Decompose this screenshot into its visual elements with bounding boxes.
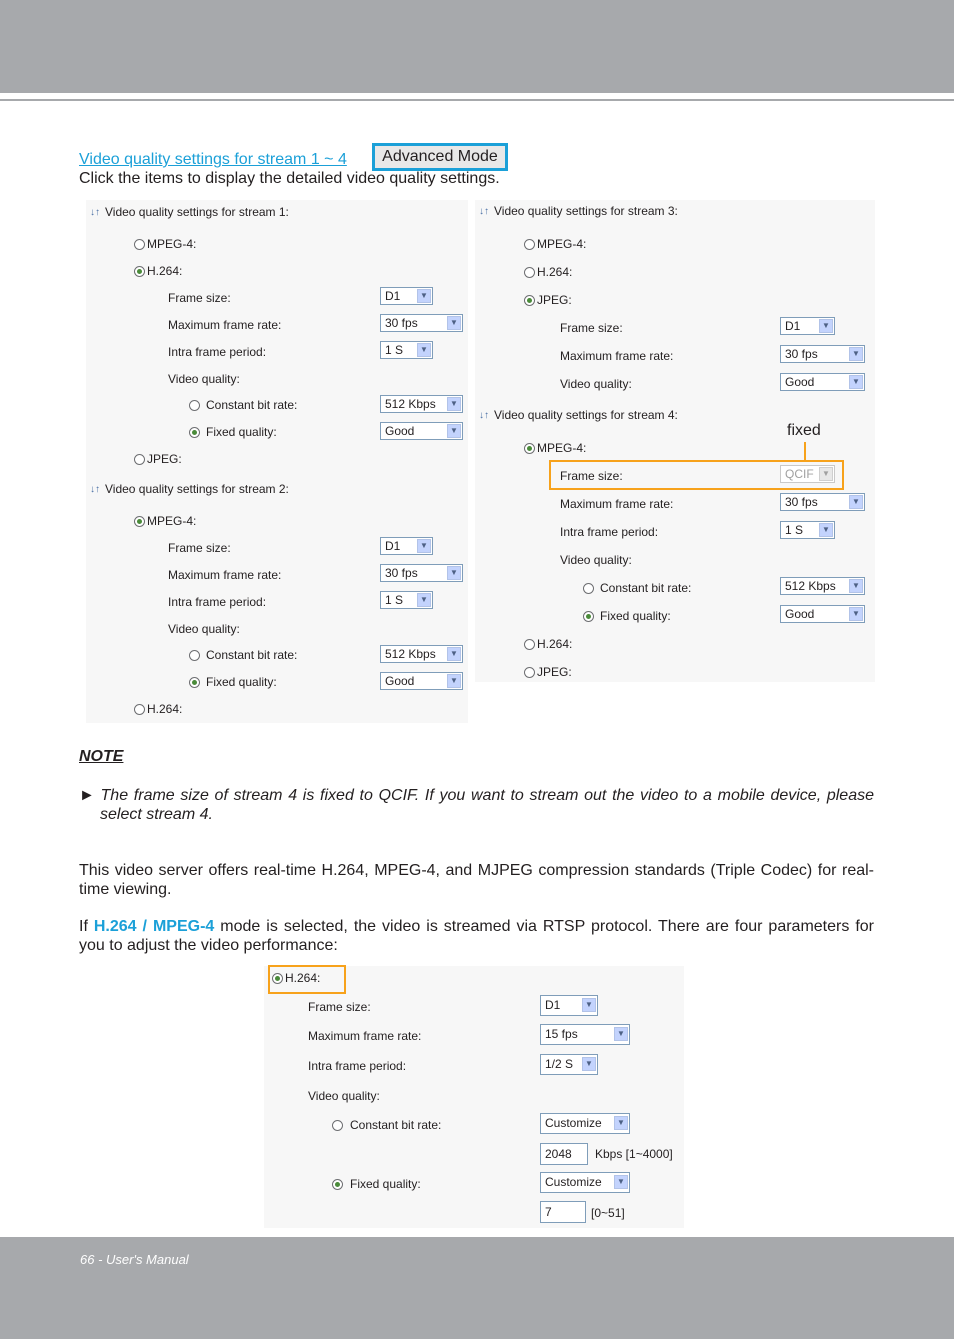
frame-size-label: Frame size:	[308, 1000, 371, 1014]
stream-4-fixed-quality-option[interactable]: Fixed quality:	[583, 609, 671, 623]
chevron-down-icon[interactable]: ▼	[582, 998, 596, 1012]
collapse-chevron-icon: ↓↑	[479, 409, 489, 421]
chevron-down-icon[interactable]: ▼	[582, 1057, 596, 1071]
stream-4-h264-option[interactable]: H.264:	[524, 637, 572, 651]
stream-1-frame-size-select[interactable]: D1 ▼	[380, 287, 433, 305]
detail-cbr-option[interactable]: Constant bit rate:	[332, 1118, 441, 1132]
stream-1-cbr-option[interactable]: Constant bit rate:	[189, 398, 297, 412]
max-frame-rate-label: Maximum frame rate:	[560, 349, 674, 363]
header-divider	[0, 99, 954, 101]
stream-1-quality-select[interactable]: Good ▼	[380, 422, 463, 440]
detail-frame-rate-select[interactable]: 15 fps ▼	[540, 1024, 630, 1045]
radio-icon[interactable]	[134, 239, 145, 250]
chevron-down-icon[interactable]: ▼	[447, 424, 461, 438]
stream-2-fixed-quality-option[interactable]: Fixed quality:	[189, 675, 277, 689]
radio-selected-icon[interactable]	[189, 677, 200, 688]
codec-paragraph: This video server offers real-time H.264, MPEG-4, and MJPEG compression standards (Triple Codec) for real-time viewing.	[79, 862, 874, 898]
stream-4-cbr-option[interactable]: Constant bit rate:	[583, 581, 691, 595]
chevron-down-icon[interactable]: ▼	[849, 347, 863, 361]
chevron-down-icon[interactable]: ▼	[614, 1175, 628, 1189]
radio-selected-icon[interactable]	[134, 516, 145, 527]
stream-2-frame-size-select[interactable]: D1 ▼	[380, 537, 433, 555]
stream-4-cbr-select[interactable]: 512 Kbps ▼	[780, 577, 865, 595]
video-quality-label: Video quality:	[308, 1089, 380, 1103]
stream-1-cbr-select[interactable]: 512 Kbps ▼	[380, 395, 463, 413]
advanced-mode-button[interactable]: Advanced Mode	[372, 143, 508, 171]
stream-4-quality-select[interactable]: Good ▼	[780, 605, 865, 623]
radio-icon[interactable]	[134, 454, 145, 465]
radio-icon[interactable]	[524, 267, 535, 278]
stream-4-jpeg-option[interactable]: JPEG:	[524, 665, 572, 679]
chevron-down-icon[interactable]: ▼	[447, 316, 461, 330]
radio-icon[interactable]	[332, 1120, 343, 1131]
fixed-annotation: fixed	[787, 422, 821, 439]
stream-2-intra-period-select[interactable]: 1 S ▼	[380, 591, 433, 609]
chevron-down-icon[interactable]: ▼	[447, 566, 461, 580]
stream-4-frame-rate-select[interactable]: 30 fps ▼	[780, 493, 865, 511]
chevron-down-icon[interactable]: ▼	[614, 1116, 628, 1130]
chevron-down-icon[interactable]: ▼	[447, 647, 461, 661]
bitrate-input[interactable]: 2048	[540, 1143, 588, 1165]
video-quality-label: Video quality:	[560, 377, 632, 391]
chevron-down-icon[interactable]: ▼	[849, 375, 863, 389]
stream-2-cbr-select[interactable]: 512 Kbps ▼	[380, 645, 463, 663]
stream-3-h264-option[interactable]: H.264:	[524, 265, 572, 279]
max-frame-rate-label: Maximum frame rate:	[168, 568, 282, 582]
intra-frame-period-label: Intra frame period:	[168, 595, 267, 609]
intra-frame-period-label: Intra frame period:	[560, 525, 659, 539]
page-footer: 66 - User's Manual	[80, 1252, 189, 1267]
stream-2-mpeg4-option[interactable]: MPEG-4:	[134, 514, 196, 528]
chevron-down-icon[interactable]: ▼	[819, 319, 833, 333]
radio-selected-icon[interactable]	[524, 295, 535, 306]
chevron-down-icon[interactable]: ▼	[614, 1027, 628, 1041]
frame-size-label: Frame size:	[168, 541, 231, 555]
detail-intra-period-select[interactable]: 1/2 S ▼	[540, 1054, 598, 1075]
stream-3-jpeg-option[interactable]: JPEG:	[524, 293, 572, 307]
intro-text: Click the items to display the detailed video quality settings.	[79, 170, 500, 187]
chevron-down-icon[interactable]: ▼	[849, 607, 863, 621]
stream-1-jpeg-option[interactable]: JPEG:	[134, 452, 182, 466]
radio-icon[interactable]	[583, 583, 594, 594]
stream-2-frame-rate-select[interactable]: 30 fps ▼	[380, 564, 463, 582]
radio-icon[interactable]	[189, 650, 200, 661]
chevron-down-icon[interactable]: ▼	[417, 343, 431, 357]
max-frame-rate-label: Maximum frame rate:	[560, 497, 674, 511]
radio-selected-icon[interactable]	[134, 266, 145, 277]
frame-size-label: Frame size:	[560, 469, 623, 483]
radio-selected-icon[interactable]	[524, 443, 535, 454]
note-title: NOTE	[79, 748, 124, 765]
radio-icon[interactable]	[524, 639, 535, 650]
stream-2-quality-select[interactable]: Good ▼	[380, 672, 463, 690]
stream-4-mpeg4-option[interactable]: MPEG-4:	[524, 441, 586, 455]
stream-4-frame-size-select: QCIF ▼	[780, 465, 835, 483]
frame-size-label: Frame size:	[560, 321, 623, 335]
detail-fixed-quality-option[interactable]: Fixed quality:	[332, 1177, 421, 1191]
chevron-down-icon[interactable]: ▼	[417, 539, 431, 553]
video-quality-label: Video quality:	[168, 622, 240, 636]
video-quality-label: Video quality:	[168, 372, 240, 386]
stream-3-frame-rate-select[interactable]: 30 fps ▼	[780, 345, 865, 363]
note-body: ► The frame size of stream 4 is fixed to QCIF. If you want to stream out the video to a mobile device, please select stream 4.	[79, 787, 874, 823]
stream-1-fixed-quality-option[interactable]: Fixed quality:	[189, 425, 277, 439]
radio-selected-icon[interactable]	[189, 427, 200, 438]
detail-quality-select[interactable]: Customize ▼	[540, 1172, 630, 1193]
stream-1-frame-rate-select[interactable]: 30 fps ▼	[380, 314, 463, 332]
stream-3-mpeg4-option[interactable]: MPEG-4:	[524, 237, 586, 251]
quality-range-hint: [0~51]	[591, 1206, 625, 1220]
radio-selected-icon[interactable]	[583, 611, 594, 622]
quality-input[interactable]: 7	[540, 1201, 586, 1223]
chevron-down-icon[interactable]: ▼	[819, 523, 833, 537]
radio-icon[interactable]	[189, 400, 200, 411]
stream-2-header[interactable]: ↓↑ Video quality settings for stream 2:	[90, 482, 289, 496]
stream-1-intra-period-select[interactable]: 1 S ▼	[380, 341, 433, 359]
radio-icon[interactable]	[524, 239, 535, 250]
bitrate-range-hint: Kbps [1~4000]	[595, 1147, 673, 1161]
stream-4-intra-period-select[interactable]: 1 S ▼	[780, 521, 835, 539]
frame-size-label: Frame size:	[168, 291, 231, 305]
stream-1-h264-option[interactable]: H.264:	[134, 264, 182, 278]
annotation-leader-line	[804, 442, 806, 462]
intra-frame-period-label: Intra frame period:	[308, 1059, 407, 1073]
rtsp-paragraph: If H.264 / MPEG-4 mode is selected, the video is streamed via RTSP protocol. There are four parameters for you to adjust the video performance:	[79, 918, 875, 954]
collapse-chevron-icon: ↓↑	[479, 205, 489, 217]
collapse-chevron-icon: ↓↑	[90, 206, 100, 218]
radio-icon[interactable]	[524, 667, 535, 678]
stream-1-header[interactable]: ↓↑ Video quality settings for stream 1:	[90, 205, 289, 219]
radio-selected-icon[interactable]	[272, 973, 283, 984]
chevron-down-icon[interactable]: ▼	[849, 495, 863, 509]
chevron-down-icon[interactable]: ▼	[417, 289, 431, 303]
stream-4-header[interactable]: ↓↑ Video quality settings for stream 4:	[479, 408, 678, 422]
intra-frame-period-label: Intra frame period:	[168, 345, 267, 359]
radio-icon[interactable]	[134, 704, 145, 715]
chevron-down-icon[interactable]: ▼	[417, 593, 431, 607]
stream-1-mpeg4-option[interactable]: MPEG-4:	[134, 237, 196, 251]
h264-mpeg4-highlight: H.264 / MPEG-4	[93, 918, 215, 935]
stream-3-header[interactable]: ↓↑ Video quality settings for stream 3:	[479, 204, 678, 218]
chevron-down-icon[interactable]: ▼	[447, 397, 461, 411]
chevron-down-icon[interactable]: ▼	[849, 579, 863, 593]
collapse-chevron-icon: ↓↑	[90, 483, 100, 495]
chevron-down-icon: ▼	[819, 467, 833, 481]
detail-cbr-select[interactable]: Customize ▼	[540, 1113, 630, 1134]
stream-3-frame-size-select[interactable]: D1 ▼	[780, 317, 835, 335]
stream-2-cbr-option[interactable]: Constant bit rate:	[189, 648, 297, 662]
chevron-down-icon[interactable]: ▼	[447, 674, 461, 688]
max-frame-rate-label: Maximum frame rate:	[168, 318, 282, 332]
video-quality-label: Video quality:	[560, 553, 632, 567]
max-frame-rate-label: Maximum frame rate:	[308, 1029, 422, 1043]
detail-frame-size-select[interactable]: D1 ▼	[540, 995, 598, 1016]
radio-selected-icon[interactable]	[332, 1179, 343, 1190]
stream-2-h264-option[interactable]: H.264:	[134, 702, 182, 716]
stream-3-quality-select[interactable]: Good ▼	[780, 373, 865, 391]
stream-settings-link[interactable]: Video quality settings for stream 1 ~ 4	[79, 151, 347, 168]
detail-h264-option[interactable]: H.264:	[272, 971, 320, 985]
header-bar	[0, 0, 954, 93]
